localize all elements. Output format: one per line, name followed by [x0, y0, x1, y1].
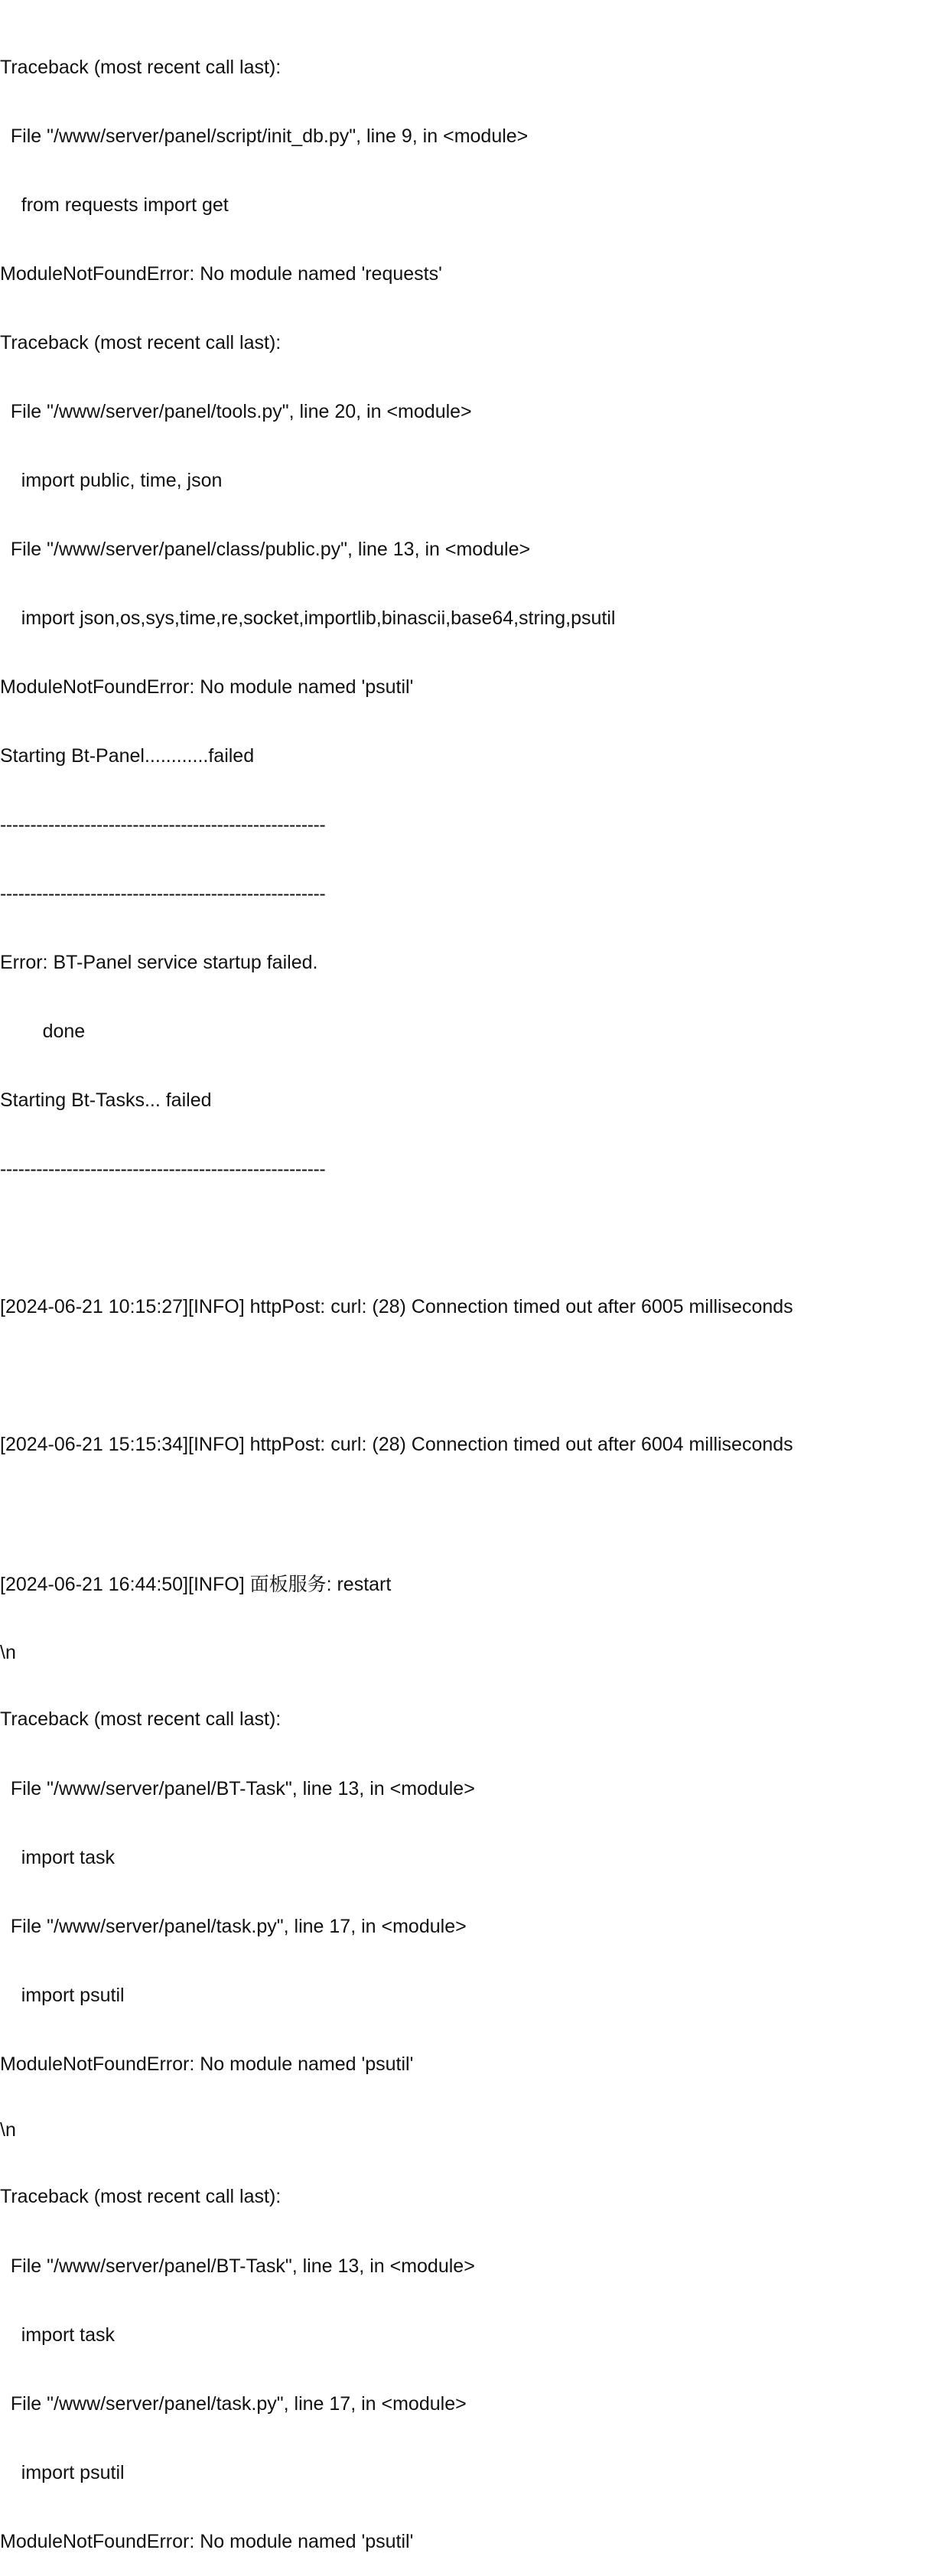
separator-line: ------------------------------------------------------ [0, 883, 326, 904]
log-line: from requests import get [0, 194, 229, 216]
log-line: File "/www/server/panel/task.py", line 17, in <module> [0, 2393, 467, 2415]
log-line: File "/www/server/panel/tools.py", line 20, in <module> [0, 401, 472, 422]
log-line: Error: BT-Panel service startup failed. [0, 952, 318, 973]
log-line: Starting Bt-Tasks... failed [0, 1089, 212, 1111]
log-line: ModuleNotFoundError: No module named 'psutil' [0, 676, 414, 698]
blank-line [0, 1501, 944, 1526]
blank-line [0, 1226, 944, 1250]
log-line: import public, time, json [0, 470, 223, 491]
log-line: import psutil [0, 1985, 125, 2006]
log-line: import json,os,sys,time,re,socket,importlib,binascii,base64,string,psutil [0, 607, 616, 629]
log-line: [2024-06-21 16:44:50][INFO] 面板服务: restart [0, 1574, 392, 1595]
log-line: File "/www/server/panel/BT-Task", line 13, in <module> [0, 2255, 475, 2277]
log-line: \n [0, 2119, 16, 2141]
log-line: Starting Bt-Panel............failed [0, 745, 255, 767]
log-line: ModuleNotFoundError: No module named 'requests' [0, 263, 442, 285]
separator-line: ------------------------------------------------------ [0, 814, 326, 835]
log-line: [2024-06-21 15:15:34][INFO] httpPost: curl: (28) Connection timed out after 6004 milliseconds [0, 1434, 793, 1455]
log-line: File "/www/server/panel/script/init_db.py", line 9, in <module> [0, 125, 529, 147]
log-line: Traceback (most recent call last): [0, 2186, 282, 2207]
log-line: Traceback (most recent call last): [0, 1708, 282, 1730]
log-line: import psutil [0, 2462, 125, 2483]
log-line: File "/www/server/panel/task.py", line 17, in <module> [0, 1916, 467, 1937]
log-line: File "/www/server/panel/BT-Task", line 13, in <module> [0, 1778, 475, 1799]
log-line: done [0, 1021, 86, 1042]
log-line: ModuleNotFoundError: No module named 'psutil' [0, 2053, 414, 2075]
log-line: import task [0, 2324, 116, 2346]
log-line: \n [0, 1642, 16, 1663]
log-line: ModuleNotFoundError: No module named 'psutil' [0, 2531, 414, 2552]
log-line: [2024-06-21 10:15:27][INFO] httpPost: curl: (28) Connection timed out after 6005 milliseconds [0, 1296, 793, 1317]
log-line: File "/www/server/panel/class/public.py", line 13, in <module> [0, 539, 531, 560]
blank-line [0, 1363, 944, 1388]
log-line: Traceback (most recent call last): [0, 332, 282, 353]
separator-line: ------------------------------------------------------ [0, 1158, 326, 1180]
log-line: Traceback (most recent call last): [0, 57, 282, 78]
log-output [0, 11, 944, 2576]
log-line: import task [0, 1847, 116, 1868]
